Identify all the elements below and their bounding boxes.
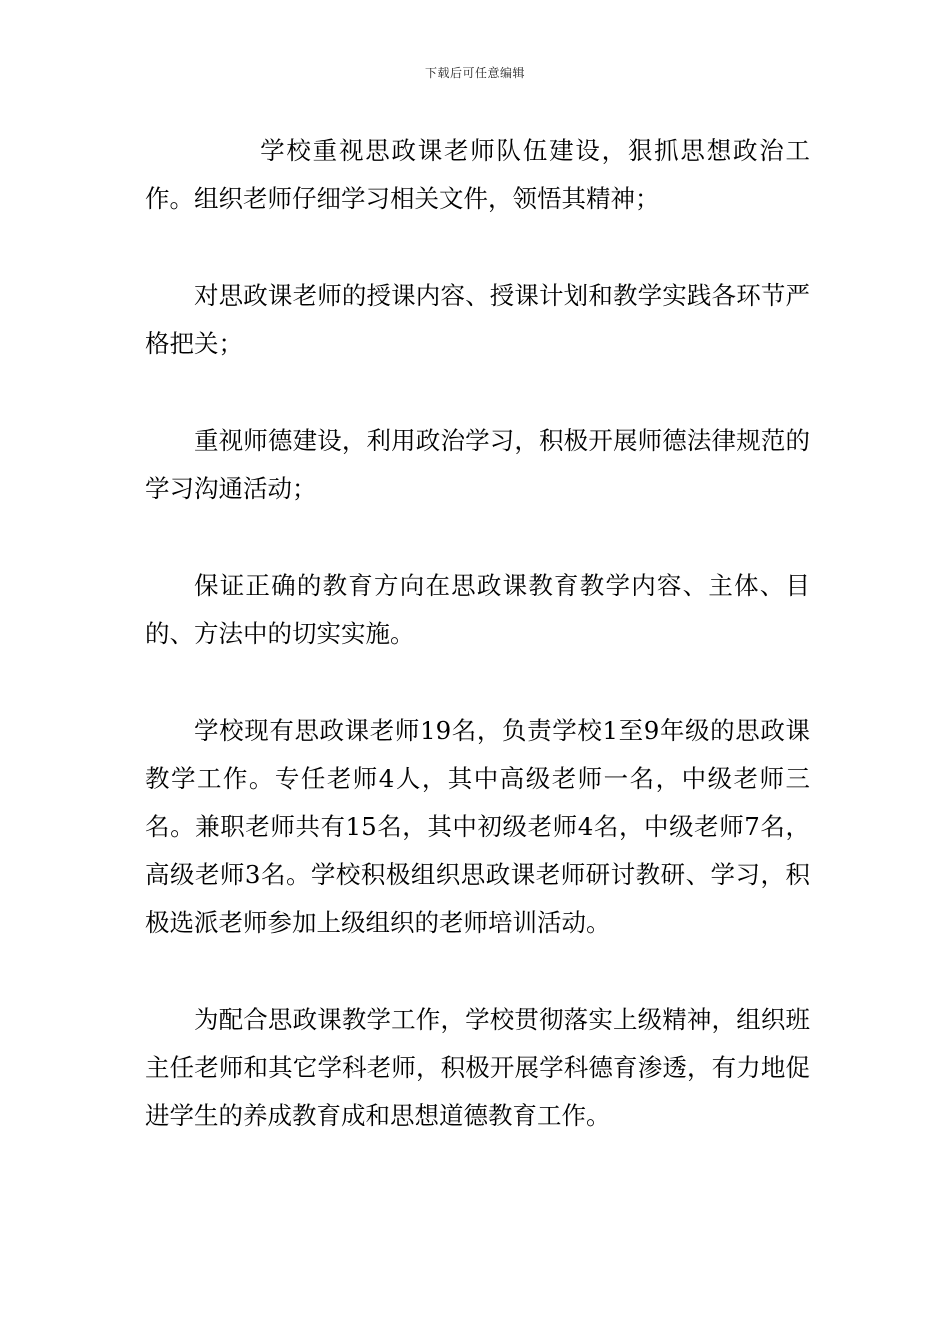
paragraph-2: 对思政课老师的授课内容、授课计划和教学实践各环节严格把关； [145, 281, 810, 358]
paragraph-4: 保证正确的教育方向在思政课教育教学内容、主体、目的、方法中的切实实施。 [145, 571, 810, 648]
paragraph-3: 重视师德建设，利用政治学习，积极开展师德法律规范的学习沟通活动； [145, 426, 810, 503]
document-body [145, 127, 810, 1140]
paragraph-5: 学校现有思政课老师19名，负责学校1至9年级的思政课教学工作。专任老师4人，其中高级老师一名，中级老师三名。兼职老师共有15名，其中初级老师4名，中级老师7名，高级老师3名。学校积极组织思政课老师研讨教研、学习，积极选派老师参加上级组织的老师培训活动。 [145, 716, 810, 937]
header-note: 下载后可任意编辑 [424, 66, 525, 80]
paragraph-1: 学校重视思政课老师队伍建设，狠抓思想政治工作。组织老师仔细学习相关文件，领悟其精神； [145, 136, 810, 213]
paragraph-6: 为配合思政课教学工作，学校贯彻落实上级精神，组织班主任老师和其它学科老师，积极开展学科德育渗透，有力地促进学生的养成教育成和思想道德教育工作。 [145, 1005, 810, 1130]
